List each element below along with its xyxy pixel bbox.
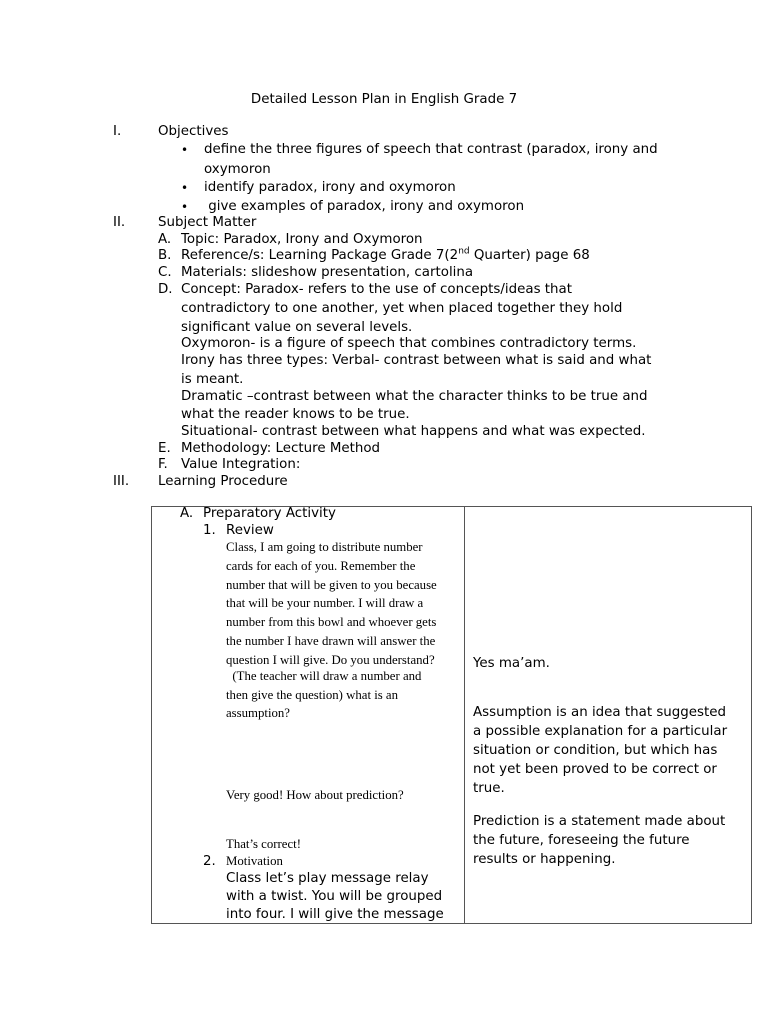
student-response: situation or condition, but which has (473, 743, 718, 758)
student-response: Yes ma’am. (473, 656, 550, 671)
value-integration-text: Value Integration: (181, 457, 301, 472)
teacher-line: That’s correct! (226, 837, 301, 851)
teacher-line: that will be your number. I will draw a (226, 596, 424, 610)
table-column-divider (464, 506, 465, 924)
reference-text: Reference/s: Learning Package Grade 7(2nd Quarter) page 68 (181, 246, 590, 263)
objective-item: give examples of paradox, irony and oxymoron (204, 199, 525, 214)
bullet-icon: • (181, 181, 189, 195)
teacher-line: Very good! How about prediction? (226, 788, 404, 802)
section-numeral-procedure: III. (113, 474, 130, 489)
student-response: Prediction is a statement made about (473, 814, 726, 829)
list-letter: A. (180, 506, 194, 521)
concept-line: Irony has three types: Verbal- contrast between what is said and what (181, 353, 652, 368)
bullet-icon: • (181, 143, 189, 157)
methodology-text: Methodology: Lecture Method (181, 441, 381, 456)
teacher-line: cards for each of you. Remember the (226, 559, 416, 573)
list-letter: D. (158, 282, 173, 297)
objective-item: define the three figures of speech that contrast (paradox, irony and (204, 142, 658, 157)
objective-item-continued: oxymoron (204, 162, 271, 177)
section-numeral-objectives: I. (113, 124, 122, 139)
teacher-line: into four. I will give the message (226, 907, 444, 922)
student-response: true. (473, 781, 505, 796)
subject-matter-heading: Subject Matter (158, 215, 257, 230)
list-number: 1. (203, 523, 216, 538)
objective-item: identify paradox, irony and oxymoron (204, 180, 456, 195)
list-letter: E. (158, 441, 171, 456)
list-letter: B. (158, 248, 172, 263)
teacher-line: with a twist. You will be grouped (226, 889, 443, 904)
teacher-line: then give the question) what is an (226, 688, 399, 702)
review-heading: Review (226, 523, 274, 538)
list-letter: C. (158, 265, 172, 280)
concept-line: Dramatic –contrast between what the character thinks to be true and (181, 389, 648, 404)
student-response: not yet been proved to be correct or (473, 762, 717, 777)
teacher-line: Class let’s play message relay (226, 871, 429, 886)
student-response: the future, foreseeing the future (473, 833, 690, 848)
concept-line: Situational- contrast between what happens and what was expected. (181, 424, 646, 439)
procedure-heading: Learning Procedure (158, 474, 288, 489)
teacher-line: number that will be given to you because (226, 578, 437, 592)
bullet-icon: • (181, 200, 189, 214)
teacher-line: assumption? (226, 706, 290, 720)
concept-line: contradictory to one another, yet when placed together they hold (181, 301, 623, 316)
student-response: a possible explanation for a particular (473, 724, 728, 739)
list-letter: F. (158, 457, 168, 472)
section-numeral-subject-matter: II. (113, 215, 126, 230)
teacher-line: question I will give. Do you understand? (226, 653, 435, 667)
teacher-line: number from this bowl and whoever gets (226, 615, 437, 629)
concept-line: significant value on several levels. (181, 320, 413, 335)
teacher-line: the number I have drawn will answer the (226, 634, 436, 648)
motivation-heading: Motivation (226, 854, 283, 868)
concept-line: Concept: Paradox- refers to the use of concepts/ideas that (181, 282, 572, 297)
student-response: results or happening. (473, 852, 616, 867)
document-title: Detailed Lesson Plan in English Grade 7 (250, 92, 518, 107)
teacher-line: Class, I am going to distribute number (226, 540, 423, 554)
objectives-heading: Objectives (158, 124, 229, 139)
concept-line: is meant. (181, 372, 244, 387)
teacher-line: (The teacher will draw a number and (226, 669, 422, 683)
topic-text: Topic: Paradox, Irony and Oxymoron (181, 232, 423, 247)
materials-text: Materials: slideshow presentation, cartolina (181, 265, 474, 280)
list-number: 2. (203, 854, 216, 869)
concept-line: what the reader knows to be true. (181, 407, 410, 422)
concept-line: Oxymoron- is a figure of speech that combines contradictory terms. (181, 336, 637, 351)
student-response: Assumption is an idea that suggested (473, 705, 726, 720)
preparatory-activity-heading: Preparatory Activity (203, 506, 336, 521)
list-letter: A. (158, 232, 172, 247)
